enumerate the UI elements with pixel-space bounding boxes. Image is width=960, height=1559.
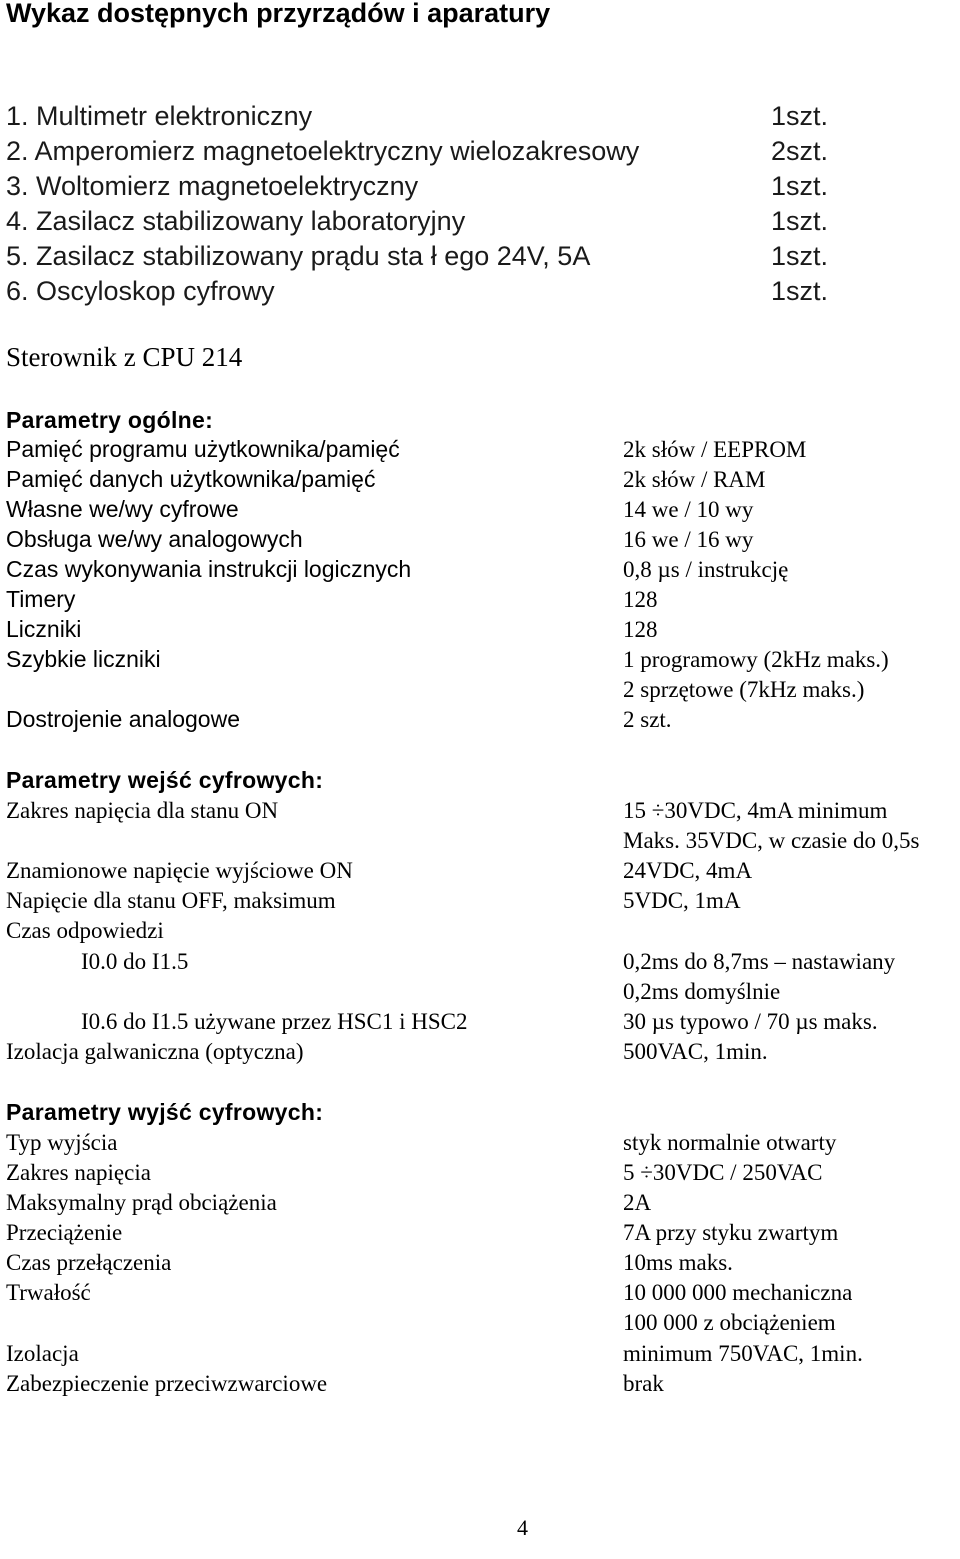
page-number: 4 (517, 1515, 528, 1540)
param-value: 128 (623, 587, 658, 612)
param-value: 10ms maks. (623, 1250, 733, 1275)
equipment-item-label: 3. Woltomierz magnetoelektryczny (6, 171, 419, 201)
param-label: I0.6 do I1.5 używane przez HSC1 i HSC2 (81, 1009, 468, 1034)
equipment-item-label: 6. Oscyloskop cyfrowy (6, 276, 275, 306)
param-value: 5 ÷30VDC / 250VAC (623, 1160, 823, 1185)
equipment-item-qty: 1szt. (771, 276, 829, 306)
param-label: Szybkie liczniki (6, 646, 161, 672)
param-value: 128 (623, 617, 658, 642)
param-value: 10 000 000 mechaniczna (623, 1280, 853, 1305)
param-label: Pamięć danych użytkownika/pamięć (6, 466, 376, 492)
param-label: Znamionowe napięcie wyjściowe ON (6, 858, 353, 883)
param-label: Zabezpieczenie przeciwzwarciowe (6, 1371, 328, 1396)
param-label: I0.0 do I1.5 (81, 949, 189, 974)
equipment-item-qty: 1szt. (771, 206, 829, 236)
param-value: 2 szt. (623, 707, 672, 732)
param-label: Przeciążenie (6, 1220, 123, 1245)
param-label: Timery (6, 586, 76, 612)
param-label: Napięcie dla stanu OFF, maksimum (6, 888, 336, 913)
param-value: styk normalnie otwarty (623, 1130, 837, 1155)
param-value: 24VDC, 4mA (623, 858, 753, 883)
section-heading: Parametry wyjść cyfrowych: (6, 1099, 324, 1125)
param-value: Maks. 35VDC, w czasie do 0,5s (623, 828, 920, 853)
equipment-item-label: 4. Zasilacz stabilizowany laboratoryjny (6, 206, 466, 236)
param-value: 16 we / 16 wy (623, 527, 754, 552)
equipment-item-label: 1. Multimetr elektroniczny (6, 101, 313, 131)
param-value: 30 µs typowo / 70 µs maks. (623, 1009, 878, 1034)
param-label: Zakres napięcia dla stanu ON (6, 798, 279, 823)
param-value: 0,2ms domyślnie (623, 979, 781, 1004)
param-value: 0,2ms do 8,7ms – nastawiany (623, 949, 896, 974)
param-label: Własne we/wy cyfrowe (6, 496, 239, 522)
equipment-item-qty: 1szt. (771, 171, 829, 201)
param-label: Czas odpowiedzi (6, 918, 164, 943)
section-heading: Parametry wejść cyfrowych: (6, 767, 324, 793)
param-value: 500VAC, 1min. (623, 1039, 768, 1064)
param-value: 15 ÷30VDC, 4mA minimum (623, 798, 888, 823)
equipment-item-label: 5. Zasilacz stabilizowany prądu sta ł ego 24V, 5A (6, 241, 591, 271)
param-label: Maksymalny prąd obciążenia (6, 1190, 277, 1215)
equipment-item-qty: 1szt. (771, 101, 829, 131)
param-value: brak (623, 1371, 664, 1396)
param-label: Izolacja galwaniczna (optyczna) (6, 1039, 304, 1064)
param-label: Czas przełączenia (6, 1250, 172, 1275)
param-label: Dostrojenie analogowe (6, 706, 240, 732)
param-value: 2k słów / EEPROM (623, 437, 807, 462)
param-value: 0,8 µs / instrukcję (623, 557, 789, 582)
param-label: Typ wyjścia (6, 1130, 118, 1155)
equipment-item-qty: 1szt. (771, 241, 829, 271)
param-value: minimum 750VAC, 1min. (623, 1341, 863, 1366)
param-label: Czas wykonywania instrukcji logicznych (6, 556, 412, 582)
equipment-item-label: 2. Amperomierz magnetoelektryczny wielozakresowy (6, 136, 640, 166)
param-label: Izolacja (6, 1341, 79, 1366)
param-value: 5VDC, 1mA (623, 888, 741, 913)
param-label: Zakres napięcia (6, 1160, 151, 1185)
param-value: 2A (623, 1190, 652, 1215)
param-value: 1 programowy (2kHz maks.) (623, 647, 889, 672)
param-label: Pamięć programu użytkownika/pamięć (6, 436, 400, 462)
param-value: 100 000 z obciążeniem (623, 1310, 836, 1335)
param-value: 2 sprzętowe (7kHz maks.) (623, 677, 865, 702)
param-label: Liczniki (6, 616, 82, 642)
param-label: Trwałość (6, 1280, 91, 1305)
param-value: 2k słów / RAM (623, 467, 766, 492)
param-value: 14 we / 10 wy (623, 497, 754, 522)
param-value: 7A przy styku zwartym (623, 1220, 839, 1245)
section-heading: Parametry ogólne: (6, 407, 214, 433)
equipment-item-qty: 2szt. (771, 136, 829, 166)
param-label: Obsługa we/wy analogowych (6, 526, 303, 552)
document-title: Wykaz dostępnych przyrządów i aparatury (6, 0, 551, 28)
controller-title: Sterownik z CPU 214 (6, 342, 243, 372)
